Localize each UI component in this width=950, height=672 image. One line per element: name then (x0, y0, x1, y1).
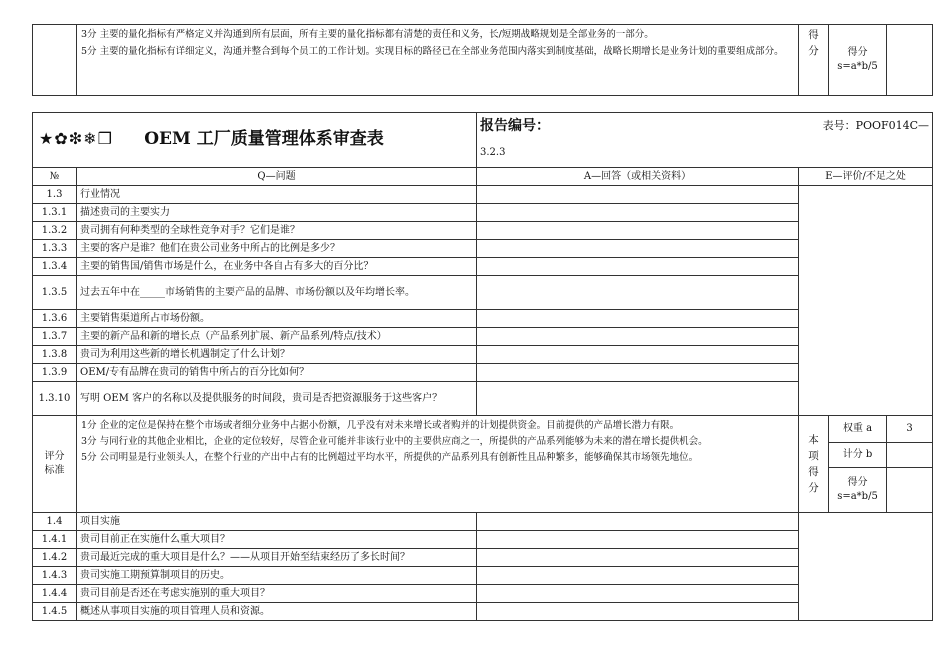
score-value[interactable] (887, 468, 933, 513)
question-text: 主要的新产品和新的增长点（产品系列扩展、新产品系列/特点/技术） (77, 328, 477, 346)
top-criteria-cell (77, 25, 799, 96)
answer-cell[interactable] (477, 310, 799, 328)
score-b-label: 计分 b (829, 443, 887, 468)
answer-cell[interactable] (477, 240, 799, 258)
top-score-label: 得分 (799, 25, 829, 96)
answer-cell[interactable] (477, 585, 799, 603)
question-no: 1.3.1 (33, 204, 77, 222)
question-text: 描述贵司的主要实力 (77, 204, 477, 222)
answer-cell[interactable] (477, 531, 799, 549)
question-text: 贵司最近完成的重大项目是什么？——从项目开始至结束经历了多长时间？ (77, 549, 477, 567)
audit-table (32, 112, 933, 621)
answer-cell[interactable] (477, 549, 799, 567)
question-no: 1.4.5 (33, 603, 77, 621)
top-criteria-3: 3分 主要的量化指标有严格定义并沟通到所有层面，所有主要的量化指标都有清楚的责任和义务，长/短期战略规划是全部业务的一部分。 (81, 29, 654, 40)
answer-cell[interactable] (477, 276, 799, 310)
answer-cell[interactable] (477, 204, 799, 222)
section-no: 1.3 (33, 186, 77, 204)
question-no: 1.3.2 (33, 222, 77, 240)
question-no: 1.3.10 (33, 382, 77, 416)
header-title-cell (33, 113, 477, 168)
question-text: 贵司拥有何种类型的全球性竞争对手？它们是谁？ (77, 222, 477, 240)
top-empty-cell (33, 25, 77, 96)
question-no: 1.4.2 (33, 549, 77, 567)
question-text: 贵司目前是否还在考虑实施别的重大项目？ (77, 585, 477, 603)
section-no: 1.4 (33, 513, 77, 531)
col-header-evaluation: E—评价/不足之处 (799, 168, 933, 186)
score-b-value[interactable] (887, 443, 933, 468)
question-text: 写明 OEM 客户的名称以及提供服务的时间段，贵司是否把资源服务于这些客户？ (77, 382, 477, 416)
question-text: 贵司实施工期预算制项目的历史。 (77, 567, 477, 585)
report-number-label: 报告编号： (480, 118, 551, 134)
answer-cell[interactable] (477, 603, 799, 621)
scoring-criteria-5: 5分 公司明显是行业领头人，在整个行业的产出中占有的比例超过平均水平，所提供的产品系列具有创新性且品种繁多，能够确保其市场领先地位。 (81, 452, 699, 463)
header-report-cell (477, 113, 933, 168)
question-no: 1.4.4 (33, 585, 77, 603)
top-score-value (887, 25, 933, 96)
company-logo-icon: ★✿❇❄❒ (39, 129, 113, 148)
question-no: 1.3.6 (33, 310, 77, 328)
question-no: 1.4.1 (33, 531, 77, 549)
question-no: 1.3.5 (33, 276, 77, 310)
answer-cell[interactable] (477, 513, 799, 531)
question-text: 主要销售渠道所占市场份额。 (77, 310, 477, 328)
question-no: 1.3.4 (33, 258, 77, 276)
item-score-label: 本 项 得 分 (799, 416, 829, 513)
scoring-criteria-3: 3分 与同行业的其他企业相比，企业的定位较好，尽管企业可能并非该行业中的主要供应商之一，所提供的产品系列能够为未来的潜在增长提供机会。 (81, 436, 708, 447)
col-header-answer: A—回答（或相关资料） (477, 168, 799, 186)
question-text: OEM/专有品牌在贵司的销售中所占的百分比如何？ (77, 364, 477, 382)
top-criteria-table (32, 24, 933, 96)
question-no: 1.3.7 (33, 328, 77, 346)
question-no: 1.3.9 (33, 364, 77, 382)
answer-cell[interactable] (477, 258, 799, 276)
top-criteria-5: 5分 主要的量化指标有详细定义，沟通并整合到每个员工的工作计划。实现目标的路径已在全部业务范围内落实到制度基础，战略长期增长是业务计划的重要组成部分。 (81, 46, 784, 57)
evaluation-cell[interactable] (799, 513, 933, 621)
col-header-no: № (33, 168, 77, 186)
question-text: 贵司目前正在实施什么重大项目？ (77, 531, 477, 549)
answer-cell[interactable] (477, 364, 799, 382)
question-no: 1.4.3 (33, 567, 77, 585)
question-text: 主要的销售国/销售市场是什么，在业务中各自占有多大的百分比？ (77, 258, 477, 276)
question-text: 主要的客户是谁？他们在贵公司业务中所占的比例是多少？ (77, 240, 477, 258)
answer-cell[interactable] (477, 382, 799, 416)
answer-cell[interactable] (477, 222, 799, 240)
weight-value: 3 (887, 416, 933, 443)
answer-cell[interactable] (477, 567, 799, 585)
section-title: 项目实施 (77, 513, 477, 531)
evaluation-cell[interactable] (799, 186, 933, 416)
question-text: 贵司为利用这些新的增长机遇制定了什么计划？ (77, 346, 477, 364)
top-score-formula: 得分 s=a*b/5 (829, 25, 887, 96)
answer-cell[interactable] (477, 328, 799, 346)
scoring-label: 评分 标准 (33, 416, 77, 513)
answer-cell[interactable] (477, 186, 799, 204)
section-title: 行业情况 (77, 186, 477, 204)
question-no: 1.3.8 (33, 346, 77, 364)
report-number: 3.2.3 (480, 147, 506, 158)
col-header-question: Q—问题 (77, 168, 477, 186)
form-number: 表号：POOF014C— (822, 119, 930, 132)
page-title: OEM 工厂质量管理体系审查表 (144, 129, 384, 149)
score-formula: 得分 s=a*b/5 (829, 468, 887, 513)
scoring-criteria (77, 416, 799, 513)
question-text: 概述从事项目实施的项目管理人员和资源。 (77, 603, 477, 621)
scoring-criteria-1: 1分 企业的定位是保持在整个市场或者细分业务中占据小份额，几乎没有对未来增长或者购并的计划提供资金。目前提供的产品增长潜力有限。 (81, 420, 680, 431)
question-no: 1.3.3 (33, 240, 77, 258)
answer-cell[interactable] (477, 346, 799, 364)
question-text: 过去五年中在_____市场销售的主要产品的品牌、市场份额以及年均增长率。 (77, 276, 477, 310)
weight-label: 权重 a (829, 416, 887, 443)
